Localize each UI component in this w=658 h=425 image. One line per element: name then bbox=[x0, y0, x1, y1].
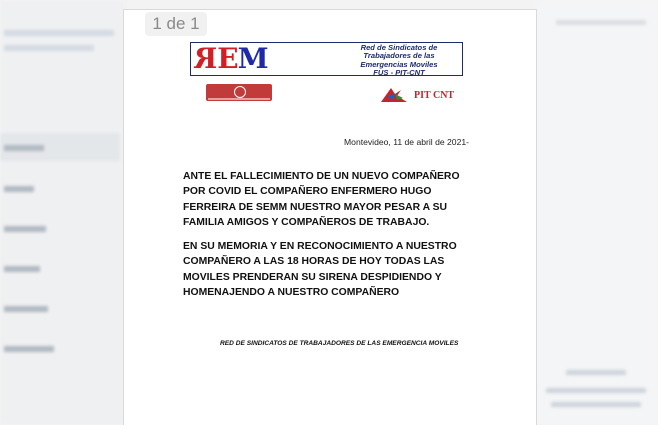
fus-caption-line bbox=[208, 98, 270, 100]
memorial-paragraph bbox=[183, 239, 483, 301]
paragraph-line: ANTE EL FALLECIMIENTO DE UN NUEVO COMPAÑERO bbox=[183, 171, 460, 182]
chat-list-item bbox=[4, 145, 44, 151]
fus-logo bbox=[206, 84, 272, 101]
paragraph-line: MOVILES PRENDERAN SU SIRENA DESPIDIENDO Y bbox=[183, 271, 442, 283]
chat-list-item bbox=[4, 45, 94, 51]
panel-line bbox=[546, 388, 646, 393]
chat-list-item bbox=[4, 306, 48, 312]
paragraph-line: FAMILIA AMIGOS Y COMPAÑEROS DE TRABAJO. bbox=[183, 217, 430, 229]
paragraph-line: COMPAÑERO A LAS 18 HORAS DE HOY TODAS LAS bbox=[183, 256, 445, 268]
paragraph-line: FERREIRA DE SEMM NUESTRO MAYOR PESAR A SU bbox=[183, 201, 448, 213]
rem-logo-mark: REM bbox=[195, 42, 268, 75]
background-chat-list bbox=[0, 0, 125, 425]
paragraph-line: HOMENAJENDO A NUESTRO COMPAÑERO bbox=[183, 287, 400, 299]
org-name-line: Trabajadores de las bbox=[363, 51, 435, 61]
chat-list-item bbox=[4, 266, 40, 272]
org-name-line: FUS - PIT-CNT bbox=[373, 67, 425, 77]
document-date: Montevideo, 11 de abril de 2021- bbox=[344, 137, 470, 147]
page-indicator: 1 de 1 bbox=[145, 12, 207, 36]
panel-line bbox=[566, 370, 626, 375]
org-name-line: Emergencias Moviles bbox=[360, 59, 438, 69]
chat-list-item bbox=[4, 346, 54, 352]
org-name bbox=[339, 44, 459, 77]
paragraph-line: EN SU MEMORIA Y EN RECONOCIMIENTO A NUESTRO bbox=[183, 241, 457, 252]
document-signature: RED DE SINDICATOS DE TRABAJADORES DE LAS EMERGENCIA MOVILES bbox=[220, 340, 459, 347]
panel-line bbox=[551, 402, 641, 407]
background-right-panel bbox=[536, 0, 658, 425]
chat-list-item bbox=[4, 226, 46, 232]
chat-list-item bbox=[4, 186, 34, 192]
chat-list-item bbox=[4, 30, 114, 36]
paragraph-line: POR COVID EL COMPAÑERO ENFERMERO HUGO bbox=[183, 186, 432, 198]
panel-line bbox=[556, 20, 646, 25]
pit-cnt-label: PIT CNT bbox=[414, 90, 455, 101]
org-name-line: Red de Sindicatos de bbox=[360, 43, 438, 52]
fus-emblem-icon bbox=[234, 86, 246, 98]
pit-cnt-emblem-icon bbox=[377, 84, 413, 104]
announcement-paragraph bbox=[183, 169, 483, 231]
rem-logo bbox=[190, 42, 463, 76]
